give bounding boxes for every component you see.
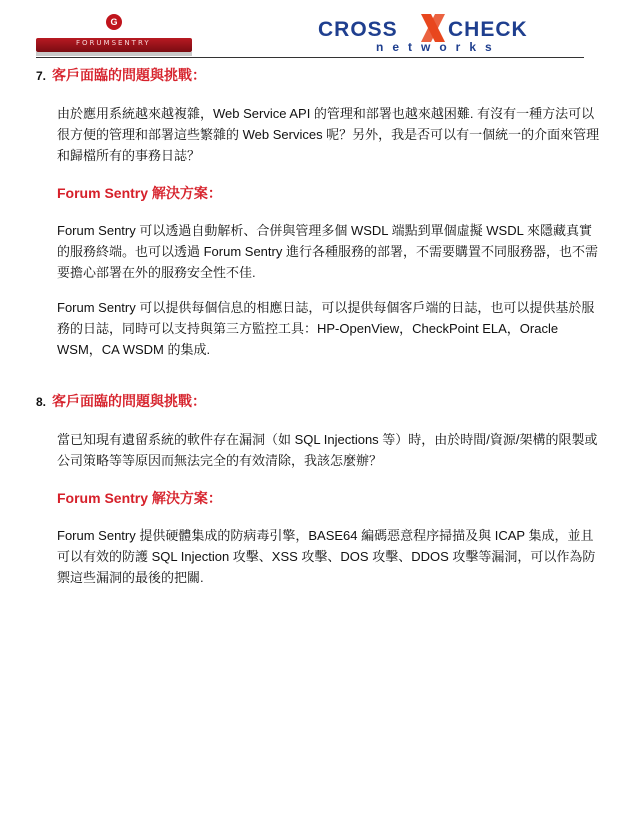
solution-heading: Forum Sentry 解決方案： — [57, 490, 222, 506]
question-title: 客戶面臨的問題與挑戰： — [52, 67, 207, 83]
forum-sentry-appliance-label: FORUMSENTRY — [76, 39, 151, 47]
question-title: 客戶面臨的問題與挑戰： — [52, 393, 207, 409]
section-number: 8. — [36, 395, 47, 409]
section-7 — [36, 66, 604, 360]
question-heading — [36, 392, 604, 411]
document-body — [36, 66, 604, 588]
crosscheck-logo-word-check: CHECK — [448, 18, 528, 41]
forum-sentry-appliance-image — [36, 38, 192, 52]
crosscheck-logo-word-cross: CROSS — [318, 18, 398, 41]
solution-paragraph: Forum Sentry 提供硬體集成的防病毒引擎，BASE64 編碼惡意程序掃描及與 ICAP 集成，並且可以有效的防護 SQL Injection 攻擊、XSS 攻擊、DOS 攻擊、DDOS 攻擊等漏洞，可以作為防禦這些漏洞的最後的把關. — [57, 528, 596, 585]
section-8 — [36, 392, 604, 588]
crosscheck-networks-logo — [318, 18, 558, 54]
header-divider — [36, 57, 584, 58]
solution-heading: Forum Sentry 解決方案： — [57, 185, 222, 201]
question-text: 由於應用系統越來越複雜，Web Service API 的管理和部署也越來越困難. 有沒有一種方法可以很方便的管理和部署這些繁雜的 Web Services 呢？另外，我是否可以有一個統一的介面來管理和歸檔所有的事務日誌？ — [57, 106, 600, 163]
crosscheck-logo-networks: networks — [376, 40, 501, 54]
question-text: 當已知現有遺留系統的軟件存在漏洞（如 SQL Injections 等）時，由於時間/資源/架構的限製或公司策略等等原因而無法完全的有效清除，我該怎麼辦？ — [57, 432, 598, 468]
forum-sentry-badge-icon: G — [106, 14, 122, 30]
forum-sentry-appliance-base — [36, 52, 192, 56]
question-heading — [36, 66, 604, 85]
forum-sentry-logo — [36, 14, 192, 56]
section-number: 7. — [36, 69, 47, 83]
page-header — [0, 0, 638, 60]
solution-paragraph: Forum Sentry 可以透過自動解析、合併與管理多個 WSDL 端點到單個虛擬 WSDL 來隱藏真實的服務終端。也可以透過 Forum Sentry 進行各種服務的部署，不需要購置不同服務器，也不需要擔心部署在外的服務安全性不佳. — [57, 223, 598, 280]
solution-paragraph: Forum Sentry 可以提供每個信息的相應日誌，可以提供每個客戶端的日誌，也可以提供基於服務的日誌，同時可以支持與第三方監控工具：HP-OpenView，CheckPoint ELA，Oracle WSM，CA WSDM 的集成. — [57, 300, 595, 357]
